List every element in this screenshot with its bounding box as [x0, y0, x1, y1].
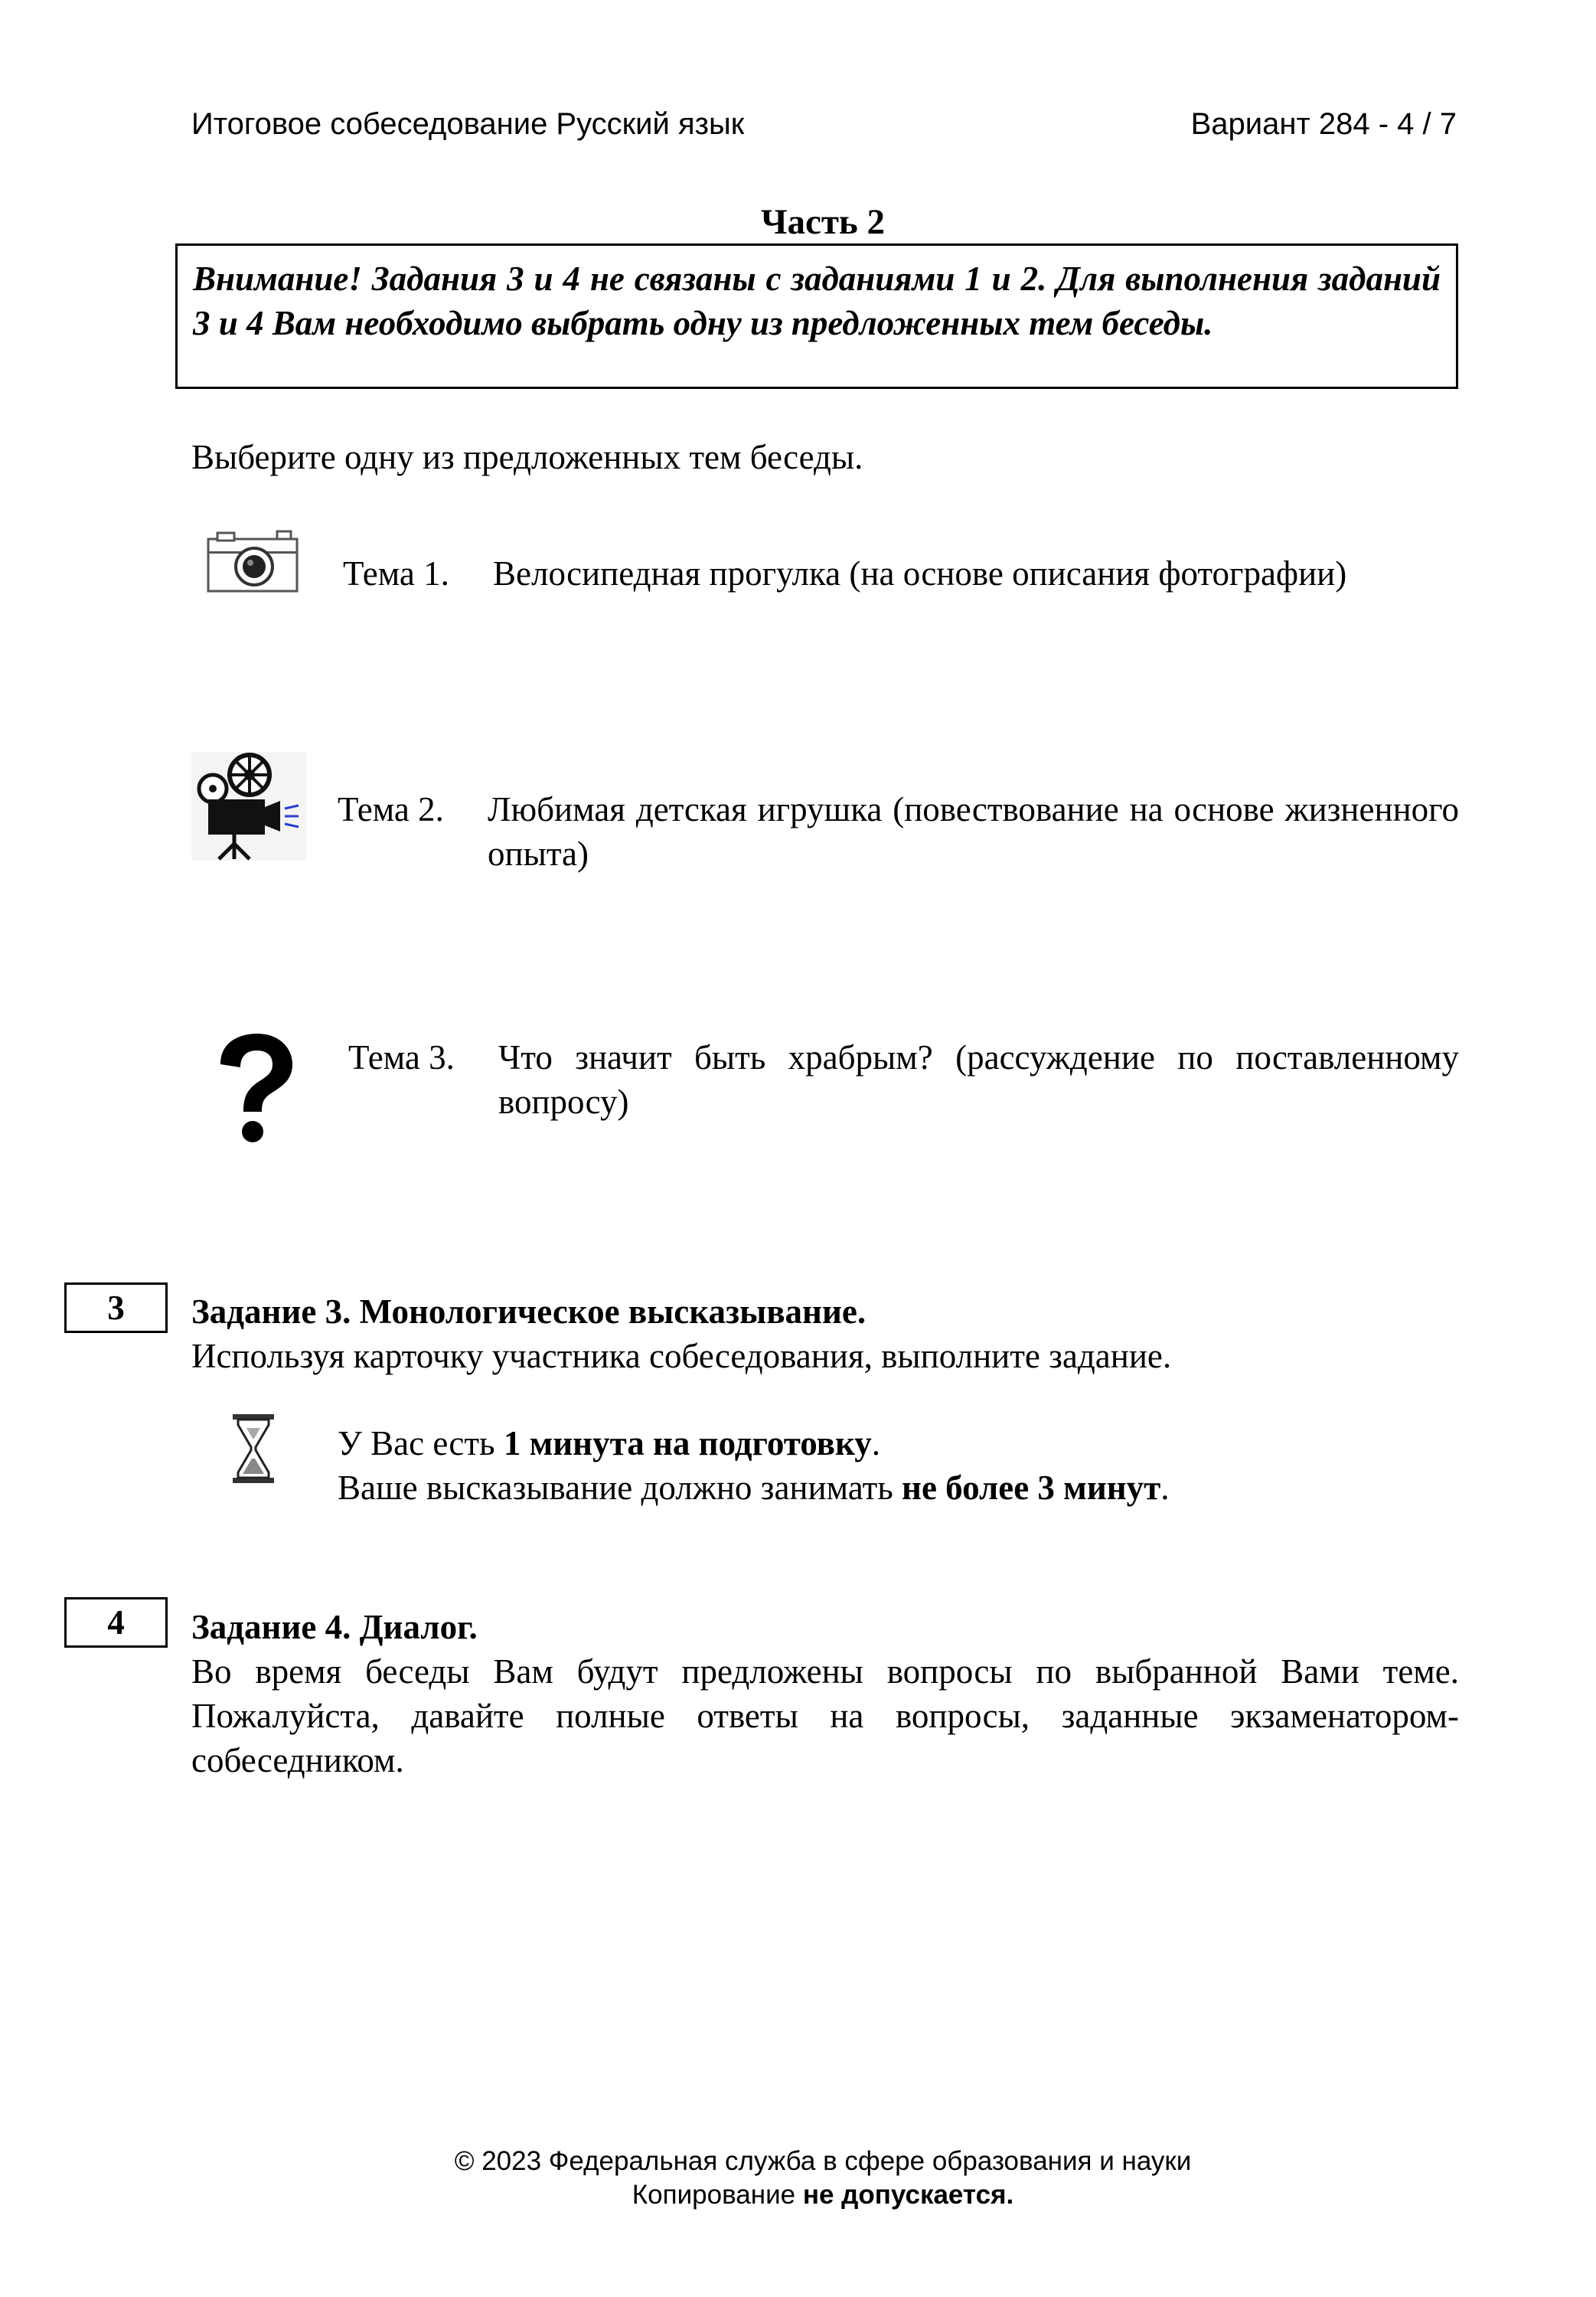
limit-suffix: . — [1160, 1469, 1170, 1507]
question-mark-icon — [213, 1032, 297, 1144]
task-4-title: Задание 4. Диалог. — [191, 1608, 478, 1646]
camera-icon — [207, 528, 300, 594]
task-3-block — [191, 1289, 1459, 1378]
task-3-number-box: 3 — [64, 1282, 168, 1333]
topic-3-label: Тема 3. — [348, 1038, 455, 1077]
prep-suffix: . — [871, 1424, 881, 1462]
task-4-block — [191, 1605, 1459, 1782]
speech-limit: не более 3 минут — [902, 1469, 1161, 1507]
speech-limit-line — [338, 1465, 1170, 1510]
prep-time: 1 минута на подготовку — [503, 1424, 872, 1462]
choose-instruction: Выберите одну из предложенных тем беседы. — [191, 438, 863, 476]
notice-box — [175, 243, 1458, 389]
task-3-timing — [338, 1421, 1170, 1510]
limit-prefix: Ваше высказывание должно занимать — [338, 1469, 902, 1507]
copy-restriction: не допускается. — [802, 2180, 1014, 2210]
part-title: Часть 2 — [760, 202, 886, 242]
prep-prefix: У Вас есть — [338, 1424, 504, 1462]
header-title: Итоговое собеседование Русский язык — [191, 107, 745, 141]
hourglass-icon — [231, 1413, 276, 1485]
task-4-number-box: 4 — [64, 1597, 168, 1648]
topic-1-label: Тема 1. — [343, 554, 449, 593]
header-variant: Вариант 284 - 4 / 7 — [1190, 107, 1457, 141]
prep-time-line — [338, 1421, 1170, 1465]
footer-copy-notice — [0, 2179, 1596, 2211]
film-projector-icon — [191, 752, 306, 861]
task-4-body: Во время беседы Вам будут предложены вопросы по выбранной Вами теме. Пожалуйста, давайте полные ответы на вопросы, заданные экзаменатором-собеседником. — [191, 1652, 1459, 1779]
notice-text: Внимание! Задания 3 и 4 не связаны с заданиями 1 и 2. Для выполнения заданий 3 и 4 Вам необходимо выбрать одну из предложенных тем беседы. — [193, 260, 1441, 342]
task-3-instruction: Используя карточку участника собеседования, выполните задание. — [191, 1337, 1172, 1375]
task-3-title: Задание 3. Монологическое высказывание. — [191, 1292, 867, 1331]
footer-copyright: © 2023 Федеральная служба в сфере образования и науки — [454, 2146, 1192, 2176]
copy-prefix: Копирование — [632, 2180, 803, 2210]
topic-3-text: Что значит быть храбрым? (рассуждение по поставленному вопросу) — [498, 1038, 1459, 1121]
topic-2-label: Тема 2. — [338, 790, 444, 828]
topic-1-text: Велосипедная прогулка (на основе описания фотографии) — [493, 554, 1347, 593]
topic-2-text: Любимая детская игрушка (повествование на основе жизненного опыта) — [488, 790, 1459, 873]
